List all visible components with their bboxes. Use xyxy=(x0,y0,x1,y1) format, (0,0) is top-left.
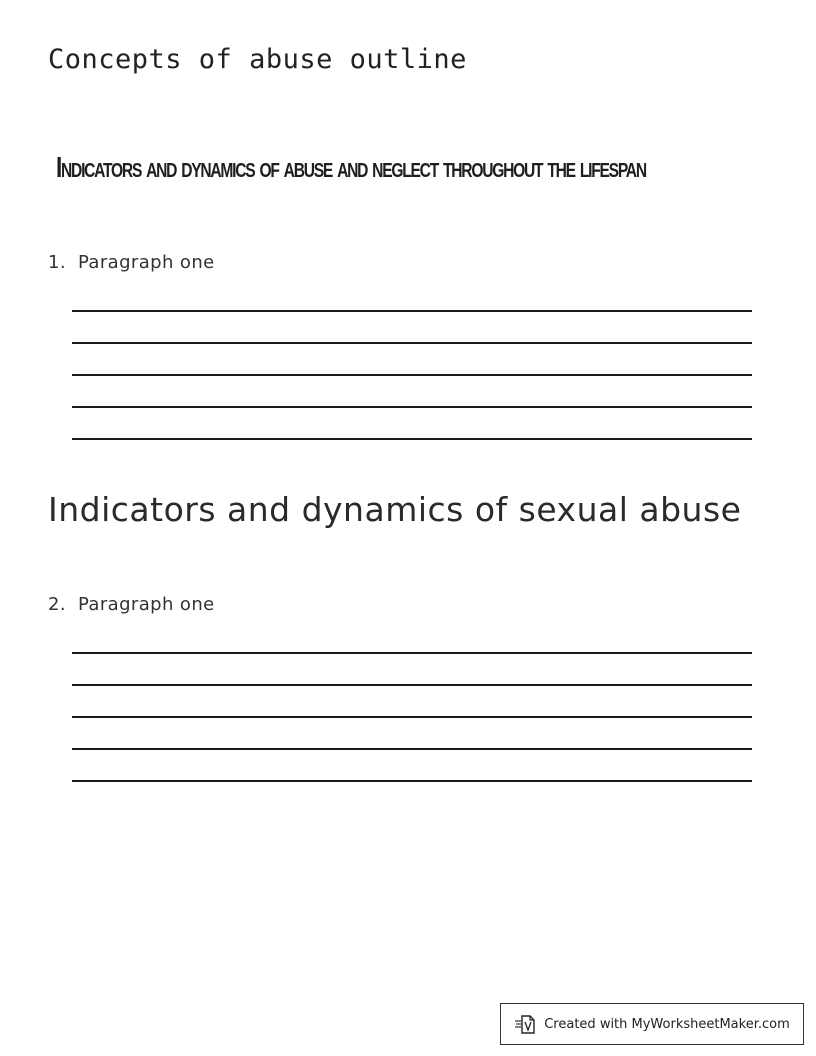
writing-line[interactable] xyxy=(72,280,752,312)
writing-line[interactable] xyxy=(72,344,752,376)
footer-badge[interactable] xyxy=(500,1003,804,1045)
writing-line[interactable] xyxy=(72,750,752,782)
paragraph-number-2: 2. xyxy=(48,594,66,615)
paragraph-text-1: Paragraph one xyxy=(77,252,215,273)
worksheet-maker-logo-icon xyxy=(514,1013,536,1035)
paragraph-label-2 xyxy=(48,594,215,615)
footer-text: Created with MyWorksheetMaker.com xyxy=(544,1016,790,1032)
writing-line[interactable] xyxy=(72,312,752,344)
paragraph-label-1 xyxy=(48,252,215,273)
writing-lines-1 xyxy=(72,280,752,440)
section-heading-lifespan: Indicators and dynamics of abuse and neglect throughout the lifespan xyxy=(56,152,646,184)
section-heading-sexual-abuse: Indicators and dynamics of sexual abuse xyxy=(48,490,742,529)
writing-line[interactable] xyxy=(72,408,752,440)
writing-line[interactable] xyxy=(72,622,752,654)
writing-line[interactable] xyxy=(72,686,752,718)
writing-line[interactable] xyxy=(72,718,752,750)
paragraph-text-2: Paragraph one xyxy=(77,594,215,615)
writing-line[interactable] xyxy=(72,654,752,686)
writing-lines-2 xyxy=(72,622,752,782)
writing-line[interactable] xyxy=(72,376,752,408)
page-title: Concepts of abuse outline xyxy=(48,44,467,75)
paragraph-number-1: 1. xyxy=(48,252,66,273)
